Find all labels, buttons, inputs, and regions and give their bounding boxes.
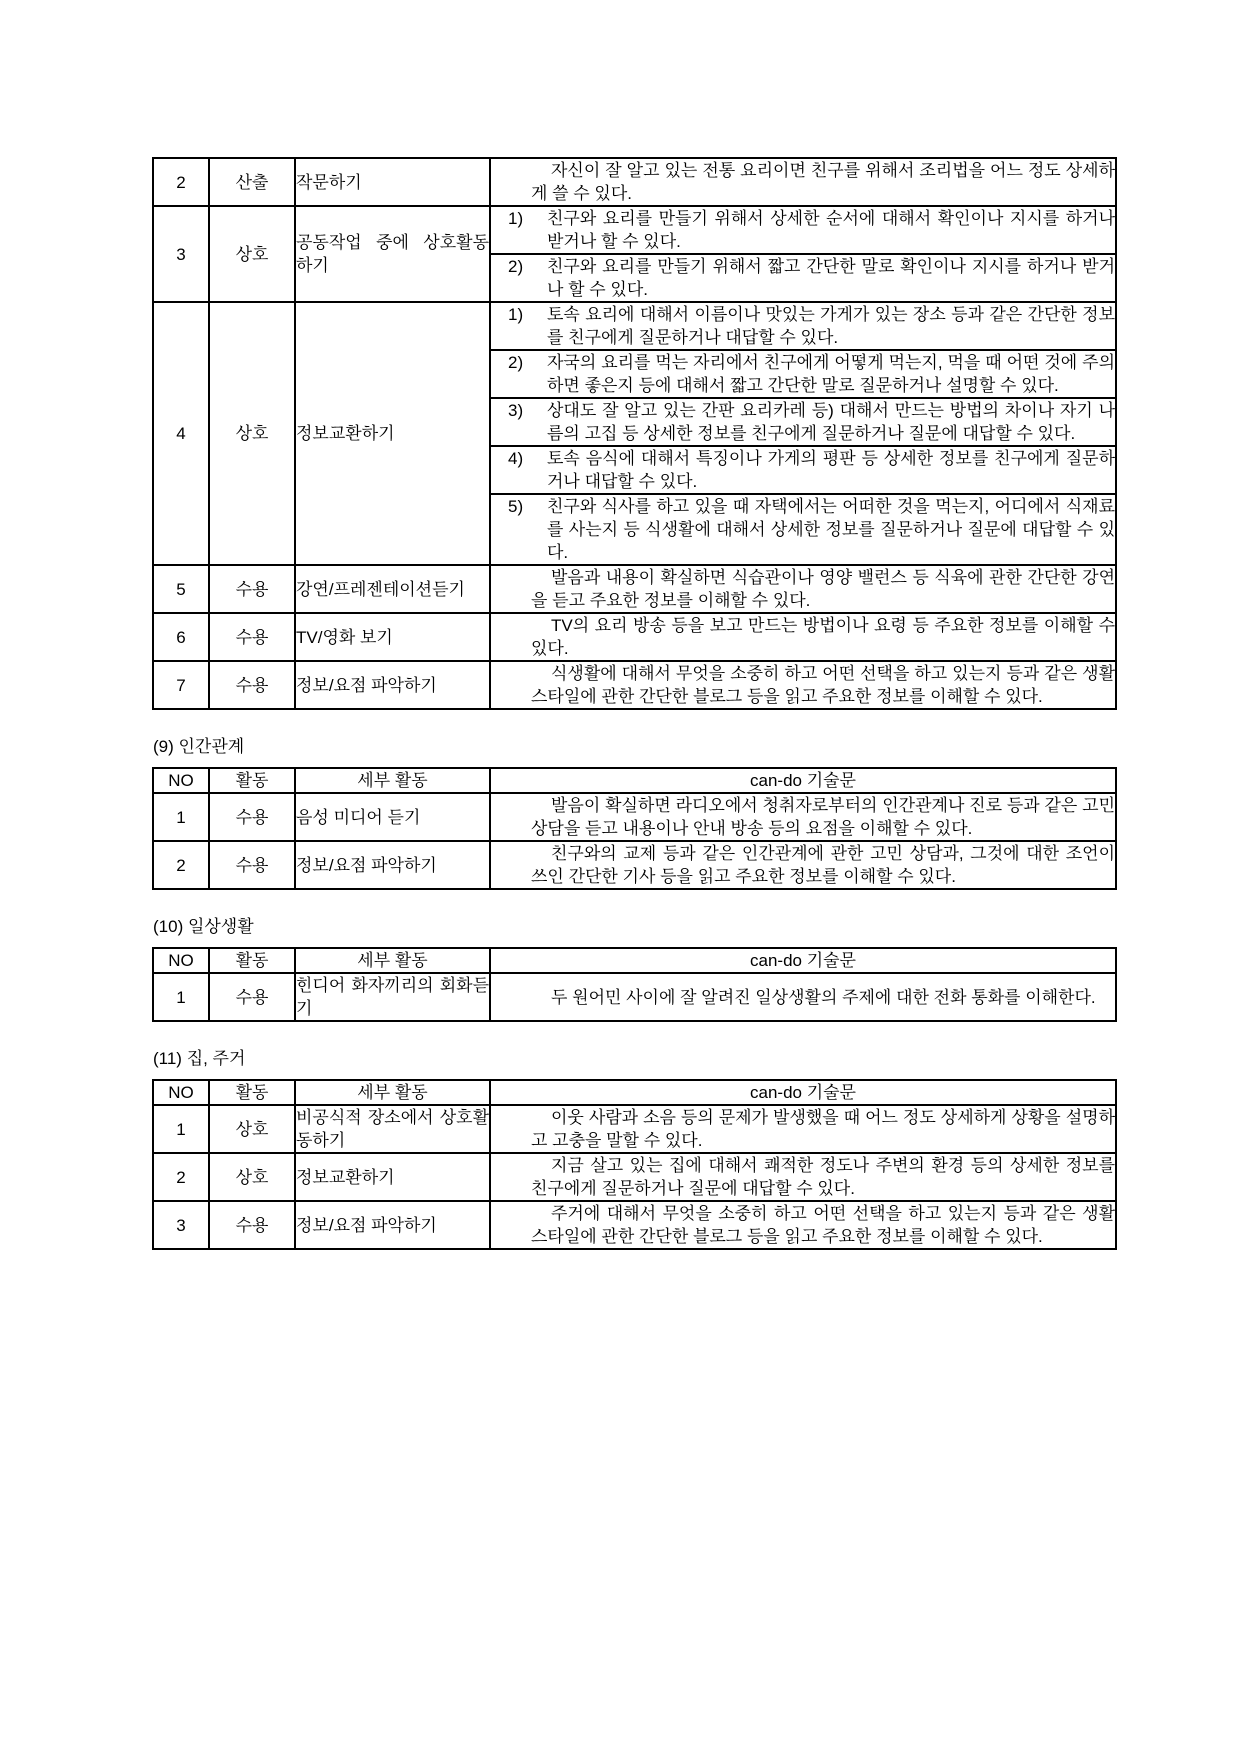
cando-cell <box>490 446 1116 494</box>
section-heading: (11) 집, 주거 <box>153 1049 246 1068</box>
no-cell: 3 <box>153 206 209 302</box>
cando-text: 자신이 잘 알고 있는 전통 요리이면 친구를 위해서 조리법을 어느 정도 상세하게 쓸 수 있다. <box>531 161 1115 203</box>
activity-cell: 수용 <box>209 1201 295 1249</box>
cando-cell <box>490 158 1116 206</box>
cando-table-daily-life <box>152 947 1117 1022</box>
cando-text: 이웃 사람과 소음 등의 문제가 발생했을 때 어느 정도 상세하게 상황을 설명하고 고충을 말할 수 있다. <box>531 1108 1115 1150</box>
no-cell: 1 <box>153 1105 209 1153</box>
table-row <box>153 1153 1116 1201</box>
item-number: 3) <box>508 401 524 420</box>
table-row <box>153 565 1116 613</box>
cando-cell <box>490 254 1116 302</box>
column-header-no: NO <box>153 948 209 973</box>
cando-cell <box>490 841 1116 889</box>
cando-cell <box>490 613 1116 661</box>
column-header-no: NO <box>153 768 209 793</box>
no-cell: 2 <box>153 1153 209 1201</box>
column-header-cando: can-do 기술문 <box>490 948 1116 973</box>
table-row <box>153 841 1116 889</box>
section-heading: (10) 일상생활 <box>153 917 254 936</box>
column-header-detail: 세부 활동 <box>295 768 490 793</box>
item-number: 1) <box>508 209 524 228</box>
cando-cell <box>490 973 1116 1021</box>
cando-text: 자국의 요리를 먹는 자리에서 친구에게 어떻게 먹는지, 먹을 때 어떤 것에 주의하면 좋은지 등에 대해서 짧고 간단한 말로 질문하거나 설명할 수 있다. <box>547 353 1115 395</box>
item-number: 4) <box>508 449 524 468</box>
detail-cell: 작문하기 <box>295 158 490 206</box>
table-row <box>153 302 1116 350</box>
column-header-activity: 활동 <box>209 1080 295 1105</box>
table-row <box>153 1105 1116 1153</box>
item-number: 5) <box>508 497 524 516</box>
detail-cell: 힌디어 화자끼리의 회화듣기 <box>295 973 490 1021</box>
table-row <box>153 973 1116 1021</box>
item-number: 1) <box>508 305 524 324</box>
detail-cell: 공동작업 중에 상호활동 하기 <box>295 206 490 302</box>
activity-cell: 수용 <box>209 565 295 613</box>
cando-text: 토속 음식에 대해서 특징이나 가게의 평판 등 상세한 정보를 친구에게 질문하거나 대답할 수 있다. <box>547 449 1115 491</box>
document-content <box>152 157 1115 1250</box>
cando-cell <box>490 350 1116 398</box>
cando-text: 토속 요리에 대해서 이름이나 맛있는 가게가 있는 장소 등과 같은 간단한 정보를 친구에게 질문하거나 대답할 수 있다. <box>547 305 1115 347</box>
no-cell: 6 <box>153 613 209 661</box>
detail-cell: 정보/요점 파악하기 <box>295 841 490 889</box>
cando-table-relationships <box>152 767 1117 890</box>
cando-cell <box>490 565 1116 613</box>
cando-text: 식생활에 대해서 무엇을 소중히 하고 어떤 선택을 하고 있는지 등과 같은 생활 스타일에 관한 간단한 블로그 등을 읽고 주요한 정보를 이해할 수 있다. <box>531 664 1115 706</box>
detail-cell: 정보/요점 파악하기 <box>295 661 490 709</box>
cando-cell <box>490 661 1116 709</box>
no-cell: 1 <box>153 793 209 841</box>
cando-cell <box>490 206 1116 254</box>
no-cell: 3 <box>153 1201 209 1249</box>
cando-cell <box>490 1105 1116 1153</box>
item-number: 2) <box>508 353 524 372</box>
cando-table-food <box>152 157 1117 710</box>
cando-text: 친구와 식사를 하고 있을 때 자택에서는 어떠한 것을 먹는지, 어디에서 식재료를 사는지 등 식생활에 대해서 상세한 정보를 질문하거나 질문에 대답할 수 있다. <box>547 497 1115 562</box>
cando-text: 주거에 대해서 무엇을 소중히 하고 어떤 선택을 하고 있는지 등과 같은 생활 스타일에 관한 간단한 블로그 등을 읽고 주요한 정보를 이해할 수 있다. <box>531 1204 1115 1246</box>
no-cell: 2 <box>153 841 209 889</box>
table-header-row <box>153 948 1116 973</box>
no-cell: 5 <box>153 565 209 613</box>
activity-cell: 수용 <box>209 793 295 841</box>
detail-cell: TV/영화 보기 <box>295 613 490 661</box>
column-header-detail: 세부 활동 <box>295 948 490 973</box>
activity-cell: 수용 <box>209 613 295 661</box>
activity-cell: 상호 <box>209 206 295 302</box>
activity-cell: 산출 <box>209 158 295 206</box>
cando-text: 친구와 요리를 만들기 위해서 짧고 간단한 말로 확인이나 지시를 하거나 받거나 할 수 있다. <box>547 257 1115 299</box>
table-row <box>153 158 1116 206</box>
cando-cell <box>490 1153 1116 1201</box>
item-number: 2) <box>508 257 524 276</box>
table-row <box>153 206 1116 254</box>
column-header-cando: can-do 기술문 <box>490 768 1116 793</box>
cando-text: 상대도 잘 알고 있는 간판 요리카레 등) 대해서 만드는 방법의 차이나 자기 나름의 고집 등 상세한 정보를 친구에게 질문하거나 질문에 대답할 수 있다. <box>547 401 1115 443</box>
detail-cell: 강연/프레젠테이션듣기 <box>295 565 490 613</box>
column-header-activity: 활동 <box>209 768 295 793</box>
cando-cell <box>490 302 1116 350</box>
cando-table-housing <box>152 1079 1117 1250</box>
cando-text: TV의 요리 방송 등을 보고 만드는 방법이나 요령 등 주요한 정보를 이해할 수 있다. <box>531 616 1115 658</box>
column-header-detail: 세부 활동 <box>295 1080 490 1105</box>
activity-cell: 상호 <box>209 302 295 565</box>
detail-cell: 정보교환하기 <box>295 1153 490 1201</box>
cando-cell <box>490 398 1116 446</box>
table-row <box>153 661 1116 709</box>
detail-cell: 정보/요점 파악하기 <box>295 1201 490 1249</box>
cando-text: 지금 살고 있는 집에 대해서 쾌적한 정도나 주변의 환경 등의 상세한 정보를 친구에게 질문하거나 질문에 대답할 수 있다. <box>531 1156 1115 1198</box>
detail-cell: 음성 미디어 듣기 <box>295 793 490 841</box>
column-header-no: NO <box>153 1080 209 1105</box>
column-header-activity: 활동 <box>209 948 295 973</box>
cando-cell <box>490 793 1116 841</box>
cando-text: 발음이 확실하면 라디오에서 청취자로부터의 인간관계나 진로 등과 같은 고민 상담을 듣고 내용이나 안내 방송 등의 요점을 이해할 수 있다. <box>531 796 1115 838</box>
column-header-cando: can-do 기술문 <box>490 1080 1116 1105</box>
activity-cell: 수용 <box>209 661 295 709</box>
cando-cell <box>490 494 1116 565</box>
no-cell: 4 <box>153 302 209 565</box>
table-row <box>153 793 1116 841</box>
activity-cell: 수용 <box>209 973 295 1021</box>
detail-cell: 비공식적 장소에서 상호활동하기 <box>295 1105 490 1153</box>
activity-cell: 수용 <box>209 841 295 889</box>
activity-cell: 상호 <box>209 1105 295 1153</box>
cando-text: 두 원어민 사이에 잘 알려진 일상생활의 주제에 대한 전화 통화를 이해한다. <box>551 987 1096 1007</box>
cando-cell <box>490 1201 1116 1249</box>
no-cell: 2 <box>153 158 209 206</box>
cando-text: 발음과 내용이 확실하면 식습관이나 영양 밸런스 등 식육에 관한 간단한 강연을 듣고 주요한 정보를 이해할 수 있다. <box>531 568 1115 610</box>
table-header-row <box>153 1080 1116 1105</box>
table-header-row <box>153 768 1116 793</box>
activity-cell: 상호 <box>209 1153 295 1201</box>
no-cell: 7 <box>153 661 209 709</box>
detail-cell: 정보교환하기 <box>295 302 490 565</box>
no-cell: 1 <box>153 973 209 1021</box>
cando-text: 친구와 요리를 만들기 위해서 상세한 순서에 대해서 확인이나 지시를 하거나 받거나 할 수 있다. <box>547 209 1115 251</box>
section-heading: (9) 인간관계 <box>153 737 245 756</box>
table-row <box>153 1201 1116 1249</box>
table-row <box>153 613 1116 661</box>
cando-text: 친구와의 교제 등과 같은 인간관계에 관한 고민 상담과, 그것에 대한 조언이 쓰인 간단한 기사 등을 읽고 주요한 정보를 이해할 수 있다. <box>531 844 1115 886</box>
